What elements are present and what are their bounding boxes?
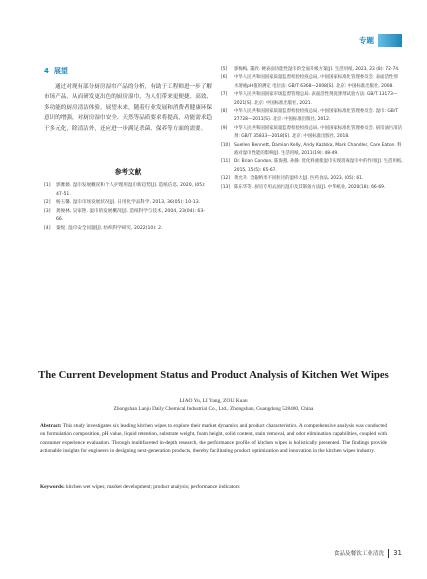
abstract-text: This study investigates six leading kitchen wipes to explore their market dynamics and product characteristics. A comprehensive analysis was conducted on formulation composition, pH value, liquid retention, substrate weight, foam height, solid content, stain removal, and odor elimination capabilities, coupled with consumer experience evaluation. Through multifaceted in-depth research, the performance profile of kitchen wipes is holistically presented. The findings provide actionable insights for engineers in designing next-generation products, thereby facilitating product optimization and innovation in the kitchen wipes industry. [40,423,387,455]
reference-text: Dr. Brian Condon, 陈海燕, 孙静. 优化料液使湿巾实现消毒湿巾中的作用[J]. 生活用纸, 2015, 15(5): 65-67. [234,159,403,173]
outlook-number: 4 [44,67,49,75]
outlook-paragraph: 通过对现有部分厨房湿巾产品的分析，有助于工程师进一步了解市场产品，从而研发更出色的厨房湿巾，为人们带来更便捷、高效、多功能的厨房清洁体验。展望未来，随着行业发展和消费者健康环保意识的增强，对厨房湿巾安全、天然等品质要求将提高，功能需求趋于多元化，除清洁外，还应进一步满足杀菌、保养等方面的需要。 [44,84,212,132]
reference-text: 中华人民共和国国家质量监督检验检疫总局, 中国国家标准化管理委员会. 湿巾: GB/T 27728—2011[S]. 北京: 中国标准出版社, 2012. [234,109,398,123]
section-tag [330,30,402,50]
reference-text: 秦悦. 湿巾安全问题[J]. 纺织科学研究, 2022(10): 2. [56,225,163,231]
reference-index: [11] [221,159,231,165]
reference-text: 龚俊林, 吴家艳. 湿巾的发展概况[J]. 造纸科学与技术, 2004, 23(04): 63-66. [56,208,205,223]
reference-item [44,208,212,225]
english-keywords [40,483,387,491]
reference-item [221,184,403,192]
reference-index: [12] [221,176,231,182]
reference-index: [6] [221,75,228,81]
english-abstract [40,422,387,456]
reference-index: [2] [44,200,51,206]
reference-index: [5] [221,67,228,72]
left-column [44,66,212,233]
reference-item [221,175,403,183]
reference-index: [3] [44,208,51,214]
reference-text: 中华人民共和国国家市场监督管理总局. 表面活性剂洗涤剂试验方法: GB/T 13173—2021[S]. 北京: 中国标准出版社, 2021. [234,92,398,106]
reference-index: [7] [221,92,228,98]
outlook-title: 展望 [53,67,68,75]
page-footer [320,548,402,558]
reference-index: [8] [221,109,228,115]
reference-item [44,182,212,199]
page-number: 31 [393,549,402,557]
reference-item [221,125,403,142]
references-list-right [221,66,403,192]
english-affiliation: Zhongshan Lanju Daily Chemical Industrial Co., Ltd., Zhongshan, Guangdong 528400, China [113,406,314,412]
english-authors: LIAO Yu, LI Yang, ZOU Kuan [179,398,248,404]
abstract-label: Abstract: [40,423,62,429]
reference-index: [1] [44,183,51,189]
keywords-text: kitchen wet wipes; market development; product analysis; performance indicators [66,484,240,490]
reference-item [44,199,212,208]
outlook-heading [44,66,212,76]
reference-item [221,66,403,74]
reference-item [221,91,403,108]
reference-text: Suellen Bennett, Damian Kelly, Andy Kazlska, Mark Chandler, Care Eaton. 料液对湿巾性能的影响[J]. 生活用纸, 2011(19): 48-49. [234,142,402,157]
references-title: 参考文献 [114,168,142,177]
reference-text: 郭梅梅, 董欣. 硬表面功能性湿巾的全面升级方案[J]. 生活用纸, 2023, 23 (8): 72-74. [234,67,400,72]
reference-index: [10] [221,142,231,148]
reference-item [221,142,403,159]
reference-text: 中华人民共和国国家质量监督检验检疫总局, 中国国家标准化管理委员会. 表面活性剂 水溶液pH值的测定 电位法: GB/T 6368—2008[S]. 北京: 中国标准出版社, 2008. [234,75,398,89]
reference-index: [4] [44,225,51,231]
references-list-left [44,182,212,233]
reference-item [221,158,403,175]
reference-text: 中华人民共和国国家质量监督检验检疫总局, 中国国家标准化管理委员会. 厨房油污清洁剂: GB/T 35833—2018[S]. 北京: 中国标准出版社, 2018. [234,125,403,140]
reference-item [221,74,403,91]
reference-text: 陈东华等. 厨房专用去油污湿巾及其制备方法[J]. 中华纸业, 2020(18): 66-69. [234,184,386,190]
keywords-label: Keywords: [40,484,65,490]
section-label: 专题 [359,35,374,45]
reference-text: 杨玉馨. 湿巾市场发展状况[J]. 日用化学品科学, 2013, 36(05): 10-13. [56,200,201,206]
english-title: The Current Development Status and Product Analysis of Kitchen Wet Wipes [38,370,389,381]
reference-text: 黄允升. 含銀纳米不同粒径的湿疹大[J]. 医药食品, 2023, (05): 61. [234,176,364,182]
journal-name: 食品及餐饮工业清洗 [333,551,385,557]
reference-index: [13] [221,184,231,190]
reference-index: [9] [221,125,228,131]
reference-text: 郭雅薇. 湿巾发展概况和个人护理用湿巾新趋势[J]. 造纸信息, 2020, (05): 47-51. [56,183,206,197]
reference-item [221,108,403,125]
section-tag-bar [378,34,402,47]
reference-item [44,225,212,234]
footer-divider [388,549,389,558]
